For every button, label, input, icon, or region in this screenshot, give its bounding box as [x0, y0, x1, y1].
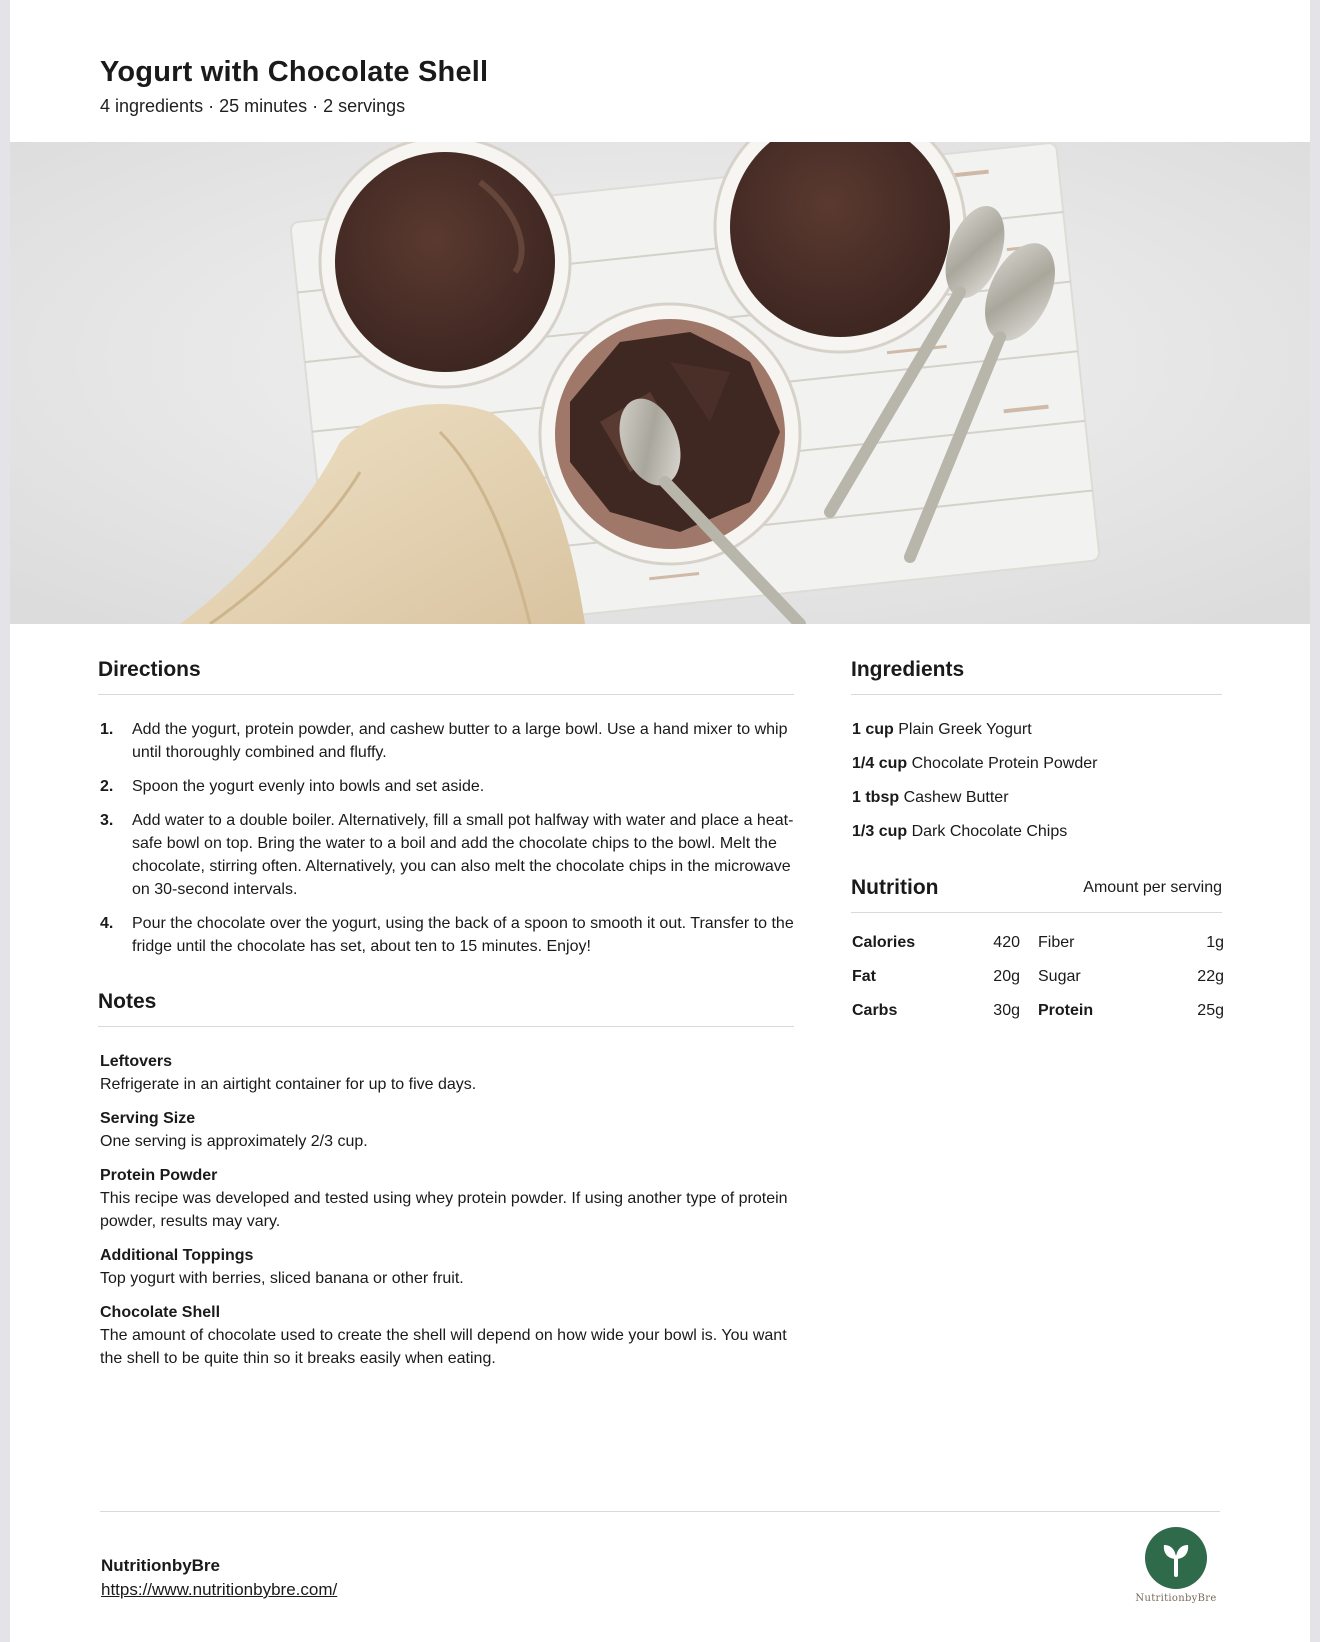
nutrition-row — [852, 968, 1224, 1002]
note-body: The amount of chocolate used to create the shell will depend on how wide your bowl is. You want the shell to be quite thin so it breaks easily when eating. — [100, 1327, 787, 1367]
notes-heading: Notes — [98, 990, 794, 1027]
nutrition-heading: Nutrition — [851, 876, 939, 899]
ingredient-qty: 1 cup — [852, 721, 894, 738]
nutrient-value: 420 — [993, 934, 1020, 951]
note-item — [100, 1301, 800, 1370]
direction-step — [100, 809, 800, 901]
footer-divider — [100, 1511, 1220, 1512]
ingredient-item — [852, 786, 1232, 809]
step-number: 2. — [100, 778, 114, 795]
note-item — [100, 1244, 800, 1290]
notes-list — [100, 1050, 800, 1381]
ingredients-list — [852, 718, 1232, 854]
nutrient-value: 25g — [1197, 1002, 1224, 1019]
step-text: Add water to a double boiler. Alternatively, fill a small pot halfway with water and place a heat-safe bowl on top. Bring the water to a boil and add the chocolate chips to the bowl. Melt the chocolate, stirring often. Alternatively, you can also melt the chocolate chips in the microwave on 30-second intervals. — [132, 812, 794, 898]
note-title: Serving Size — [100, 1110, 196, 1127]
logo-wordmark: NutritionbyBre — [1135, 1593, 1217, 1604]
note-body: One serving is approximately 2/3 cup. — [100, 1133, 368, 1150]
step-text: Add the yogurt, protein powder, and cashew butter to a large bowl. Use a hand mixer to whip until thoroughly combined and fluffy. — [132, 721, 788, 761]
nutrient-value: 30g — [993, 1002, 1020, 1019]
ingredients-heading: Ingredients — [851, 658, 1222, 695]
nutrient-label: Calories — [852, 934, 916, 951]
ingredient-name: Chocolate Protein Powder — [911, 755, 1098, 772]
note-item — [100, 1050, 800, 1096]
nutrient-label: Fiber — [1038, 934, 1075, 951]
note-body: Refrigerate in an airtight container for up to five days. — [100, 1076, 477, 1093]
step-number: 4. — [100, 915, 114, 932]
logo-badge — [1145, 1527, 1207, 1589]
ingredient-qty: 1/3 cup — [852, 823, 908, 840]
nutrient-label: Sugar — [1038, 968, 1081, 985]
ingredient-item — [852, 752, 1232, 775]
nutrition-row — [852, 934, 1224, 968]
note-item — [100, 1107, 800, 1153]
footer-website-link[interactable]: https://www.nutritionbybre.com/ — [101, 1580, 338, 1599]
nutrition-amount-label: Amount per serving — [1083, 879, 1222, 896]
nutrient-value: 22g — [1197, 968, 1224, 985]
step-number: 3. — [100, 812, 114, 829]
nutrient-value: 20g — [993, 968, 1020, 985]
ingredient-item — [852, 820, 1232, 843]
recipe-photo — [10, 142, 1310, 624]
ingredient-name: Cashew Butter — [903, 789, 1009, 806]
note-title: Protein Powder — [100, 1167, 218, 1184]
ingredient-name: Plain Greek Yogurt — [898, 721, 1032, 738]
recipe-photo-illustration — [10, 142, 1310, 624]
note-body: Top yogurt with berries, sliced banana or other fruit. — [100, 1270, 464, 1287]
direction-step — [100, 718, 800, 764]
nutrient-label: Fat — [852, 968, 876, 985]
ingredient-qty: 1 tbsp — [852, 789, 900, 806]
direction-step — [100, 775, 800, 798]
note-title: Additional Toppings — [100, 1247, 254, 1264]
ingredient-item — [852, 718, 1232, 741]
direction-step — [100, 912, 800, 958]
step-text: Pour the chocolate over the yogurt, using the back of a spoon to smooth it out. Transfer to the fridge until the chocolate has set, about ten to 15 minutes. Enjoy! — [132, 915, 794, 955]
nutrition-row — [852, 1002, 1224, 1036]
note-title: Leftovers — [100, 1053, 173, 1070]
note-body: This recipe was developed and tested using whey protein powder. If using another type of protein powder, results may vary. — [100, 1190, 788, 1230]
directions-heading: Directions — [98, 658, 794, 695]
nutrition-table — [852, 934, 1224, 1036]
step-text: Spoon the yogurt evenly into bowls and set aside. — [132, 778, 485, 795]
recipe-page — [10, 0, 1310, 1642]
nutrition-heading-row — [851, 876, 1222, 913]
note-title: Chocolate Shell — [100, 1304, 221, 1321]
brand-logo — [1120, 1527, 1230, 1609]
step-number: 1. — [100, 721, 114, 738]
ingredient-name: Dark Chocolate Chips — [911, 823, 1068, 840]
note-item — [100, 1164, 800, 1233]
ingredient-qty: 1/4 cup — [852, 755, 908, 772]
nutrient-label: Carbs — [852, 1002, 898, 1019]
recipe-title: Yogurt with Chocolate Shell — [100, 56, 489, 88]
footer-brand: NutritionbyBre — [101, 1556, 220, 1575]
nutrient-label: Protein — [1038, 1002, 1094, 1019]
recipe-meta: 4 ingredients · 25 minutes · 2 servings — [100, 96, 406, 116]
nutrient-value: 1g — [1206, 934, 1224, 951]
directions-list — [100, 718, 800, 969]
sprout-icon — [1145, 1527, 1207, 1589]
